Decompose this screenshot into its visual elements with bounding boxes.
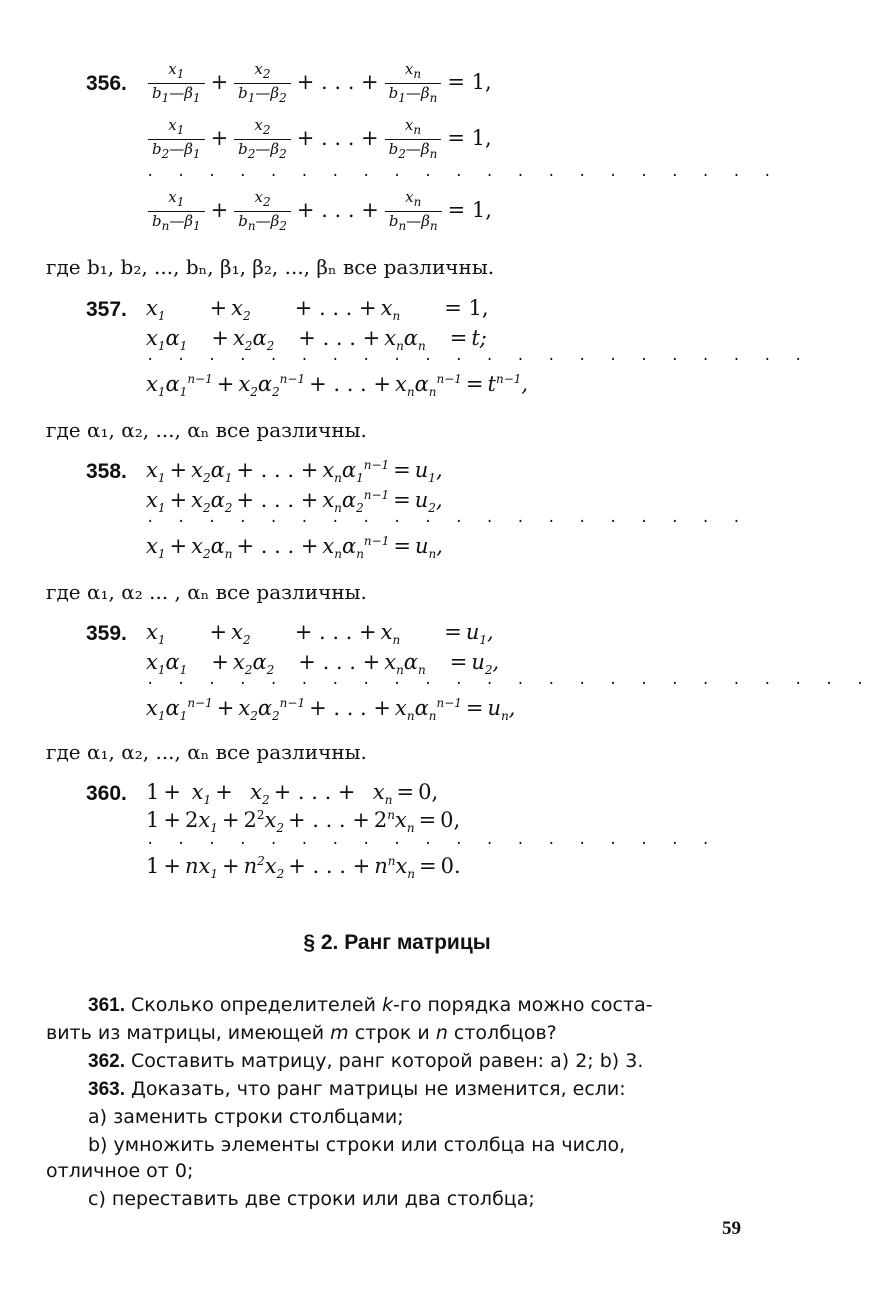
problem-number-357: 357.: [86, 298, 127, 321]
problem-number-358: 358.: [86, 460, 127, 483]
problem-363-item-b: b) умножить элементы строки или столбца на число,: [88, 1134, 626, 1156]
problem-363-line1: 363. Доказать, что ранг матрицы не изменится, если:: [88, 1078, 626, 1100]
section-heading: § 2. Ранг матрицы: [303, 931, 491, 954]
where-356: где b₁, b₂, ..., bₙ, β₁, β₂, ..., βₙ все различны.: [46, 255, 495, 279]
equation-359-row3: $x_1\alpha_1^{n-1} + x_2\alpha_2^{n-1}$ + . . . + $x_n\alpha_n^{n-1} = u_n$,: [146, 696, 516, 724]
problem-number-362: 362.: [88, 1051, 125, 1072]
problem-362: 362. Составить матрицу, ранг которой равен: a) 2; b) 3.: [88, 1050, 644, 1072]
dots-358: · · · · · · · · · · · · · · · · · · · ·: [146, 514, 748, 530]
equation-360-row1: $1 + x_1 + x_2$ + . . . + $x_n = 0$,: [146, 780, 439, 808]
dots-359: · · · · · · · · · · · · · · · · · · · · · · · ·: [146, 676, 871, 692]
where-358: где α₁, α₂ ... , αₙ все различны.: [46, 580, 367, 604]
problem-363-item-b-cont: отличное от 0;: [46, 1160, 194, 1182]
problem-361-line2: вить из матрицы, имеющей m строк и n столбцов?: [46, 1022, 557, 1044]
problem-361-line1: 361. Сколько определителей k-го порядка можно соста-: [88, 994, 653, 1016]
where-359: где α₁, α₂, ..., αₙ все различны.: [46, 740, 367, 764]
equation-358-row3: $x_1 + x_2\alpha_n$ + . . . + $x_n\alpha_n^{n-1} = u_n$,: [146, 534, 443, 562]
problem-number-359: 359.: [86, 622, 127, 645]
problem-number-363: 363.: [88, 1079, 125, 1100]
equation-356-row1: $\frac{x_1}{b_1—\beta_1}$ + $\frac{x_2}{b_1—\beta_2}$ + . . . + $\frac{x_n}{b_1—\beta_n}$ = 1,: [146, 60, 496, 107]
equation-356-row3: $\frac{x_1}{b_n—\beta_1}$ + $\frac{x_2}{b_n—\beta_2}$ + . . . + $\frac{x_n}{b_n—\beta_n}$ = 1,: [146, 188, 496, 235]
equation-360-row2: $1 + 2x_1 + 2^2x_2$ + . . . + $2^nx_n = 0$,: [146, 808, 461, 836]
equation-357-row3: $x_1\alpha_1^{n-1} + x_2\alpha_2^{n-1}$ + . . . + $x_n\alpha_n^{n-1} = t^{n-1}$,: [146, 372, 529, 400]
equation-357-row2: $x_1\alpha_1$ + $x_2\alpha_2$ + . . . + $x_n\alpha_n$ = t;: [146, 326, 487, 354]
equation-359-row2: $x_1\alpha_1$ + $x_2\alpha_2$ + . . . + $x_n\alpha_n$ = $u_2$,: [146, 650, 500, 678]
equation-356-row2: $\frac{x_1}{b_2—\beta_1}$ + $\frac{x_2}{b_2—\beta_2}$ + . . . + $\frac{x_n}{b_2—\beta_n}$ = 1,: [146, 116, 496, 163]
equation-358-row2: $x_1 + x_2\alpha_2$ + . . . + $x_n\alpha_2^{n-1} = u_2$,: [146, 488, 443, 516]
where-357: где α₁, α₂, ..., αₙ все различны.: [46, 418, 367, 442]
equation-360-row3: $1 + nx_1 + n^2x_2$ + . . . + $n^nx_n = 0$.: [146, 854, 461, 882]
equation-359-row1: $x_1$ + $x_2$ + . . . + $x_n$ = $u_1$,: [146, 620, 494, 648]
problem-number-361: 361.: [88, 995, 125, 1016]
problem-number-356: 356.: [86, 72, 127, 95]
dots-360: · · · · · · · · · · · · · · · · · · ·: [146, 836, 717, 852]
equation-358-row1: $x_1 + x_2\alpha_1$ + . . . + $x_n\alpha_1^{n-1} = u_1$,: [146, 458, 443, 486]
dots-356: · · · · · · · · · · · · · · · · · · · · ·: [146, 168, 779, 184]
page-number: 59: [722, 1218, 741, 1239]
problem-363-item-c: c) переставить две строки или два столбца;: [88, 1188, 535, 1210]
dots-357: · · · · · · · · · · · · · · · · · · · · · ·: [146, 352, 810, 368]
equation-357-row1: $x_1$ + $x_2$ + . . . + $x_n$ = 1,: [146, 296, 489, 324]
problem-number-360: 360.: [86, 782, 127, 805]
problem-363-item-a: a) заменить строки столбцами;: [88, 1106, 404, 1128]
